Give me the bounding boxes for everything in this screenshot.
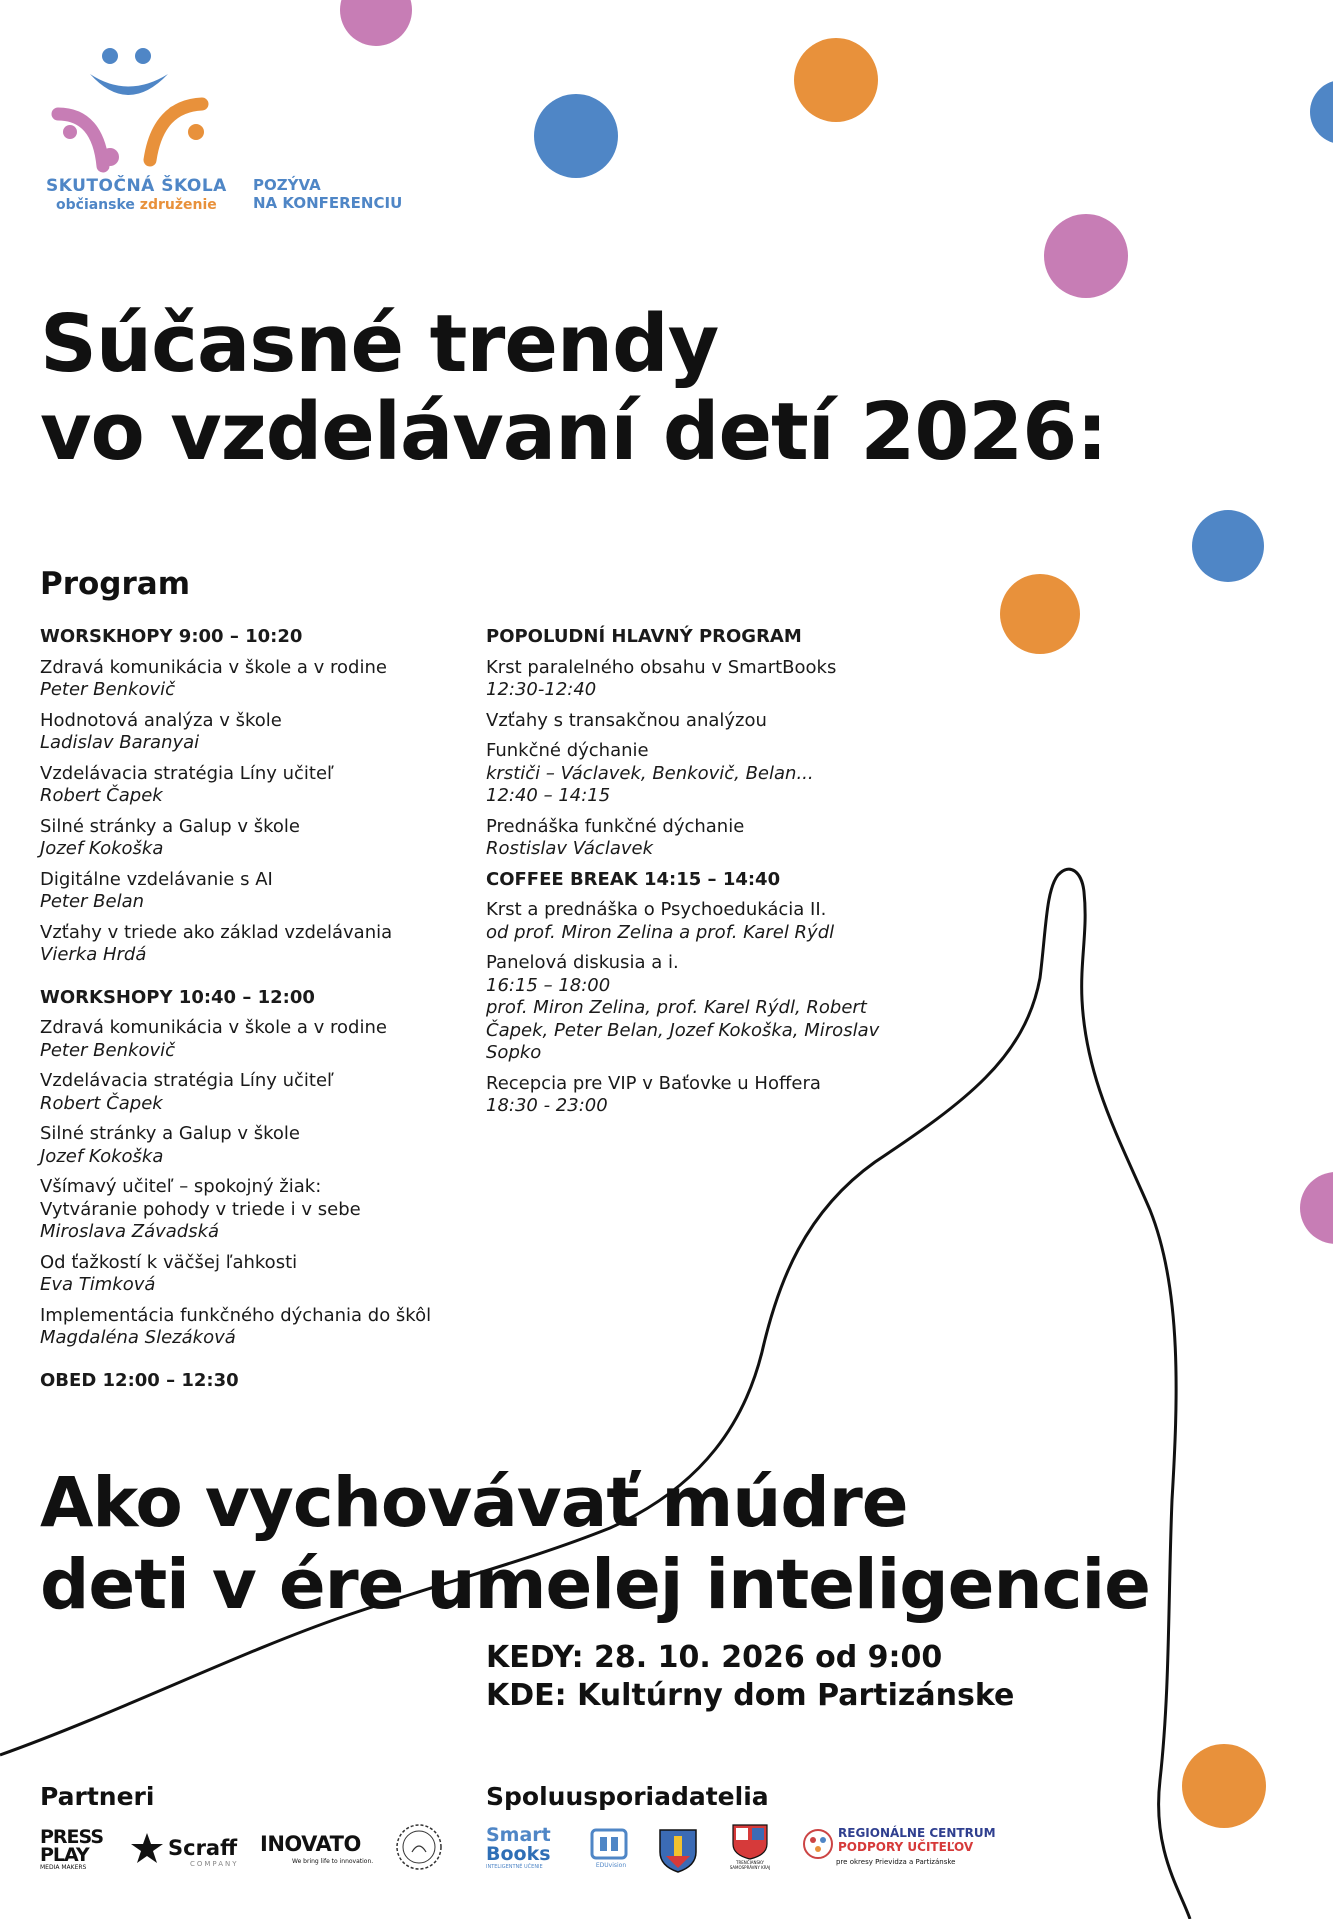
smartbooks-line1: Smart — [486, 1824, 551, 1846]
program-section-heading: WORSKHOPY 9:00 – 10:20 — [40, 626, 303, 647]
scraff-name: Scraff — [168, 1836, 238, 1860]
eduvision-logo — [586, 1828, 636, 1874]
program-item — [40, 1176, 490, 1244]
program-item-title: Vzťahy s transakčnou analýzou — [486, 709, 767, 731]
program-item-detail: Miroslava Závadská — [40, 1221, 220, 1242]
spacer — [40, 975, 490, 987]
region-crest-icon — [730, 1822, 770, 1860]
program-item-title: Krst a prednáška o Psychoedukácia II. — [486, 899, 827, 920]
program-item-detail: Čapek, Peter Belan, Jozef Kokoška, Miroslav — [486, 1019, 880, 1041]
invite-line1: POZÝVA — [253, 176, 321, 194]
program-section-heading: WORKSHOPY 10:40 – 12:00 — [40, 986, 315, 1008]
program-section-heading: POPOLUDNÍ HLAVNÝ PROGRAM — [486, 626, 802, 647]
program-item-detail: Peter Belan — [40, 891, 145, 912]
program-item — [40, 1252, 490, 1297]
program-item — [486, 952, 956, 1065]
program-item-detail: Magdaléna Slezáková — [40, 1327, 236, 1348]
rcpu-line1: REGIONÁLNE CENTRUM — [838, 1826, 996, 1840]
press-play-line2: PLAY — [40, 1844, 89, 1866]
trencin-region-logo — [726, 1822, 776, 1878]
program-item-detail: od prof. Miron Zelina a prof. Karel Rýdl — [486, 921, 835, 943]
program-item-detail: Vierka Hrdá — [40, 944, 147, 965]
eduvision-sub: EDUvision — [595, 1862, 627, 1869]
program-item — [486, 657, 956, 702]
program-item-title: Vzdelávacia stratégia Líny učiteľ — [40, 762, 334, 784]
program-item — [40, 710, 490, 755]
program-item — [486, 710, 956, 733]
program-item-title: Zdravá komunikácia v škole a v rodine — [40, 1017, 387, 1038]
seal-icon — [394, 1822, 444, 1872]
program-item-detail: prof. Miron Zelina, prof. Karel Rýdl, Robert — [486, 997, 867, 1018]
program-section-heading: COFFEE BREAK 14:15 – 14:40 — [486, 868, 781, 890]
smartbooks-sub: INTELIGENTNÉ UČENIE — [486, 1864, 543, 1870]
crest-shield-icon — [656, 1826, 700, 1874]
program-item — [40, 1123, 490, 1168]
main-title-line2: vo vzdelávaní detí 2026: — [40, 386, 1107, 479]
program-item-detail: Ladislav Baranyai — [40, 732, 200, 753]
program-item — [40, 1017, 490, 1062]
program-item-detail: Peter Benkovič — [40, 679, 175, 700]
program-item-title: Implementácia funkčného dýchania do škôl — [40, 1304, 432, 1326]
program-item-detail: 16:15 – 18:00 — [486, 974, 611, 996]
org-name-line2-b: združenie — [139, 197, 217, 213]
rcpu-logo — [802, 1826, 1002, 1876]
program-section-heading: OBED 12:00 – 12:30 — [40, 1369, 239, 1391]
partners-heading: Partneri — [40, 1782, 155, 1811]
program-item-title: Prednáška funkčné dýchanie — [486, 815, 745, 837]
program-item — [40, 657, 490, 702]
event-where: KDE: Kultúrny dom Partizánske — [486, 1678, 1015, 1713]
press-play-line1: PRESS — [40, 1826, 104, 1848]
program-item — [40, 922, 490, 967]
program-item-title: Od ťažkostí k väčšej ľahkosti — [40, 1251, 298, 1273]
smartbooks-logo — [486, 1826, 566, 1870]
program-item-title: Vzdelávacia stratégia Líny učiteľ — [40, 1070, 334, 1091]
program-item-title: Silné stránky a Galup v škole — [40, 815, 300, 837]
program-item-title: Všímavý učiteľ – spokojný žiak: — [40, 1176, 322, 1197]
program-item-title: Digitálne vzdelávanie s AI — [40, 868, 273, 890]
program-item — [486, 816, 956, 861]
program-item — [40, 816, 490, 861]
inovato-name: INOVATO — [260, 1832, 361, 1856]
program-item-title: Zdravá komunikácia v škole a v rodine — [40, 656, 387, 678]
program-column-right — [486, 626, 956, 1126]
ovciatko-seal-logo — [394, 1822, 444, 1872]
partizanske-crest-logo — [656, 1826, 700, 1874]
program-item-detail: Sopko — [486, 1042, 542, 1063]
org-name-line2-a: občianske — [56, 197, 135, 213]
rcpu-icon — [802, 1828, 834, 1860]
program-item-detail: Jozef Kokoška — [40, 1145, 164, 1167]
program-heading: Program — [40, 566, 191, 602]
program-item-detail: Rostislav Václavek — [486, 838, 654, 859]
smiley-logo-icon — [48, 44, 218, 174]
program-item-detail: Eva Timková — [40, 1274, 156, 1295]
subtitle-line2: deti v ére umelej inteligencie — [40, 1545, 1150, 1625]
program-item-detail: 12:40 – 14:15 — [486, 785, 611, 806]
scraff-sub: COMPANY — [190, 1860, 239, 1868]
program-item-title: Hodnotová analýza v škole — [40, 709, 282, 731]
program-item-title: Vzťahy v triede ako základ vzdelávania — [40, 921, 393, 943]
program-item — [486, 740, 956, 808]
inovato-logo — [260, 1832, 380, 1872]
press-play-logo — [40, 1828, 120, 1871]
rcpu-line2: PODPORY UČITEĽOV — [838, 1840, 974, 1854]
org-name-line2 — [56, 197, 217, 213]
org-logo — [48, 44, 248, 174]
main-title — [40, 300, 1107, 477]
program-item-title: Funkčné dýchanie — [486, 740, 649, 761]
program-item-detail: Robert Čapek — [40, 785, 163, 806]
program-item-title: Vytváranie pohody v triede i v sebe — [40, 1198, 361, 1220]
org-name-line1: SKUTOČNÁ ŠKOLA — [46, 176, 227, 196]
press-play-sub: MEDIA MAKERS — [40, 1864, 87, 1871]
program-item-detail: Peter Benkovič — [40, 1039, 175, 1061]
event-when: KEDY: 28. 10. 2026 od 9:00 — [486, 1640, 943, 1675]
program-item-title: Krst paralelného obsahu v SmartBooks — [486, 656, 837, 678]
program-item — [40, 869, 490, 914]
rcpu-line3: pre okresy Prievidza a Partizánske — [836, 1858, 956, 1866]
invite-line2: NA KONFERENCIU — [253, 194, 403, 212]
main-title-line1: Súčasné trendy — [40, 298, 719, 390]
smartbooks-line2: Books — [486, 1843, 551, 1865]
program-item-detail: Robert Čapek — [40, 1092, 163, 1114]
eduvision-icon — [590, 1828, 628, 1862]
trencin-sub: TRENČIANSKY SAMOSPRÁVNY KRAJ — [729, 1860, 771, 1870]
coorganizers-heading: Spoluusporiadatelia — [486, 1782, 769, 1811]
subtitle — [40, 1462, 1150, 1626]
scraff-star-icon — [130, 1832, 164, 1866]
program-item — [40, 763, 490, 808]
program-item-title: Panelová diskusia a i. — [486, 952, 679, 973]
program-item-title: Recepcia pre VIP v Baťovke u Hoffera — [486, 1072, 821, 1094]
program-column-left — [40, 626, 490, 1400]
program-item-detail: 18:30 - 23:00 — [486, 1095, 608, 1116]
scraff-logo — [130, 1832, 240, 1872]
program-item-detail: krstiči – Václavek, Benkovič, Belan... — [486, 762, 814, 784]
inovato-sub: We bring life to innovation. — [292, 1858, 374, 1865]
program-item — [40, 1070, 490, 1115]
subtitle-line1: Ako vychovávať múdre — [40, 1463, 908, 1543]
program-item-detail: Jozef Kokoška — [40, 838, 164, 859]
program-item-title: Silné stránky a Galup v škole — [40, 1123, 300, 1144]
program-item — [486, 899, 956, 944]
program-item — [40, 1305, 490, 1350]
program-item-detail: 12:30-12:40 — [486, 679, 597, 700]
spacer — [40, 1358, 490, 1370]
program-item — [486, 1073, 956, 1118]
